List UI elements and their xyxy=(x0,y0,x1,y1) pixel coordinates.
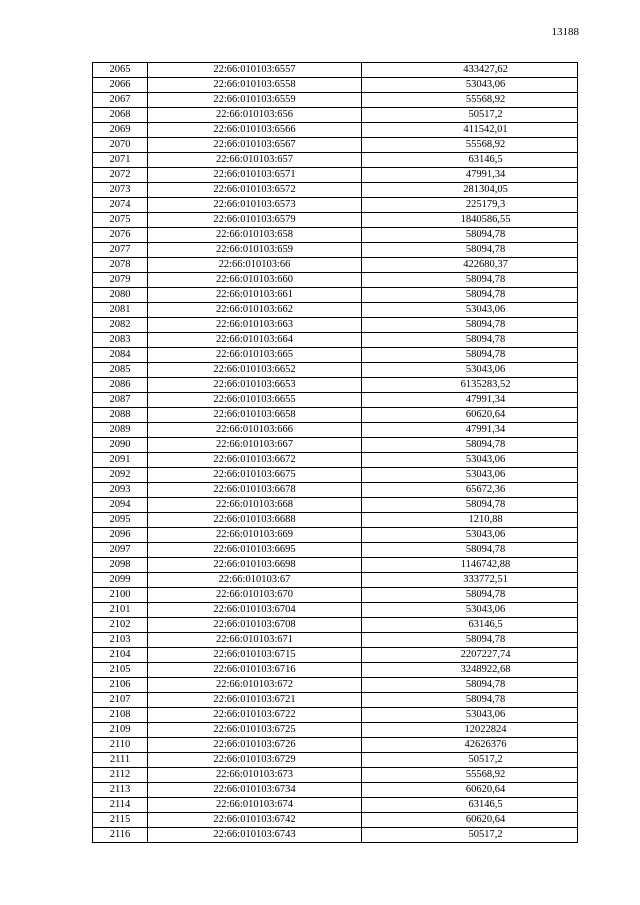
value-cell: 50517,2 xyxy=(362,828,578,843)
table-row xyxy=(93,558,578,573)
cadastral-number-cell: 22:66:010103:6579 xyxy=(148,213,362,228)
value-cell: 65672,36 xyxy=(362,483,578,498)
row-number-cell: 2106 xyxy=(93,678,148,693)
table-row xyxy=(93,513,578,528)
table-row xyxy=(93,498,578,513)
row-number-cell: 2081 xyxy=(93,303,148,318)
table-row xyxy=(93,783,578,798)
value-cell: 58094,78 xyxy=(362,333,578,348)
row-number-cell: 2084 xyxy=(93,348,148,363)
cadastral-number-cell: 22:66:010103:6571 xyxy=(148,168,362,183)
row-number-cell: 2088 xyxy=(93,408,148,423)
row-number-cell: 2099 xyxy=(93,573,148,588)
row-number-cell: 2082 xyxy=(93,318,148,333)
value-cell: 50517,2 xyxy=(362,753,578,768)
row-number-cell: 2102 xyxy=(93,618,148,633)
table-row xyxy=(93,243,578,258)
table-row xyxy=(93,588,578,603)
cadastral-number-cell: 22:66:010103:6742 xyxy=(148,813,362,828)
table-row xyxy=(93,78,578,93)
value-cell: 47991,34 xyxy=(362,423,578,438)
cadastral-number-cell: 22:66:010103:6729 xyxy=(148,753,362,768)
row-number-cell: 2093 xyxy=(93,483,148,498)
table-row xyxy=(93,633,578,648)
value-cell: 53043,06 xyxy=(362,468,578,483)
row-number-cell: 2097 xyxy=(93,543,148,558)
value-cell: 55568,92 xyxy=(362,138,578,153)
row-number-cell: 2083 xyxy=(93,333,148,348)
cadastral-number-cell: 22:66:010103:6573 xyxy=(148,198,362,213)
value-cell: 58094,78 xyxy=(362,228,578,243)
table-row xyxy=(93,108,578,123)
value-cell: 422680,37 xyxy=(362,258,578,273)
cadastral-number-cell: 22:66:010103:665 xyxy=(148,348,362,363)
row-number-cell: 2115 xyxy=(93,813,148,828)
row-number-cell: 2091 xyxy=(93,453,148,468)
cadastral-number-cell: 22:66:010103:669 xyxy=(148,528,362,543)
cadastral-number-cell: 22:66:010103:6558 xyxy=(148,78,362,93)
row-number-cell: 2114 xyxy=(93,798,148,813)
row-number-cell: 2066 xyxy=(93,78,148,93)
table-row xyxy=(93,528,578,543)
cadastral-number-cell: 22:66:010103:657 xyxy=(148,153,362,168)
value-cell: 2207227,74 xyxy=(362,648,578,663)
table-row xyxy=(93,738,578,753)
value-cell: 55568,92 xyxy=(362,93,578,108)
row-number-cell: 2111 xyxy=(93,753,148,768)
row-number-cell: 2108 xyxy=(93,708,148,723)
row-number-cell: 2074 xyxy=(93,198,148,213)
value-cell: 3248922,68 xyxy=(362,663,578,678)
table-row xyxy=(93,393,578,408)
cadastral-number-cell: 22:66:010103:663 xyxy=(148,318,362,333)
cadastral-number-cell: 22:66:010103:673 xyxy=(148,768,362,783)
value-cell: 411542,01 xyxy=(362,123,578,138)
cadastral-number-cell: 22:66:010103:664 xyxy=(148,333,362,348)
cadastral-number-cell: 22:66:010103:6725 xyxy=(148,723,362,738)
table-row xyxy=(93,753,578,768)
row-number-cell: 2075 xyxy=(93,213,148,228)
table-row xyxy=(93,618,578,633)
row-number-cell: 2096 xyxy=(93,528,148,543)
table-row xyxy=(93,813,578,828)
value-cell: 58094,78 xyxy=(362,498,578,513)
value-cell: 58094,78 xyxy=(362,318,578,333)
table-row xyxy=(93,828,578,843)
value-cell: 58094,78 xyxy=(362,273,578,288)
table-row xyxy=(93,153,578,168)
row-number-cell: 2098 xyxy=(93,558,148,573)
value-cell: 55568,92 xyxy=(362,768,578,783)
cadastral-number-cell: 22:66:010103:6704 xyxy=(148,603,362,618)
row-number-cell: 2085 xyxy=(93,363,148,378)
cadastral-number-cell: 22:66:010103:668 xyxy=(148,498,362,513)
cadastral-value-table xyxy=(92,62,578,843)
table-row xyxy=(93,273,578,288)
cadastral-number-cell: 22:66:010103:6743 xyxy=(148,828,362,843)
table-row xyxy=(93,603,578,618)
value-cell: 433427,62 xyxy=(362,63,578,78)
row-number-cell: 2100 xyxy=(93,588,148,603)
value-cell: 63146,5 xyxy=(362,153,578,168)
row-number-cell: 2072 xyxy=(93,168,148,183)
table-row xyxy=(93,408,578,423)
cadastral-number-cell: 22:66:010103:6734 xyxy=(148,783,362,798)
row-number-cell: 2104 xyxy=(93,648,148,663)
cadastral-number-cell: 22:66:010103:672 xyxy=(148,678,362,693)
cadastral-number-cell: 22:66:010103:6698 xyxy=(148,558,362,573)
value-cell: 53043,06 xyxy=(362,528,578,543)
value-cell: 60620,64 xyxy=(362,813,578,828)
row-number-cell: 2067 xyxy=(93,93,148,108)
cadastral-number-cell: 22:66:010103:667 xyxy=(148,438,362,453)
table-row xyxy=(93,768,578,783)
cadastral-number-cell: 22:66:010103:6678 xyxy=(148,483,362,498)
value-cell: 53043,06 xyxy=(362,303,578,318)
table-row xyxy=(93,303,578,318)
row-number-cell: 2090 xyxy=(93,438,148,453)
value-cell: 58094,78 xyxy=(362,543,578,558)
value-cell: 58094,78 xyxy=(362,438,578,453)
row-number-cell: 2076 xyxy=(93,228,148,243)
value-cell: 1840586,55 xyxy=(362,213,578,228)
row-number-cell: 2068 xyxy=(93,108,148,123)
cadastral-number-cell: 22:66:010103:6658 xyxy=(148,408,362,423)
row-number-cell: 2073 xyxy=(93,183,148,198)
row-number-cell: 2094 xyxy=(93,498,148,513)
table-row xyxy=(93,198,578,213)
table-row xyxy=(93,63,578,78)
table-row xyxy=(93,93,578,108)
row-number-cell: 2086 xyxy=(93,378,148,393)
value-cell: 58094,78 xyxy=(362,288,578,303)
row-number-cell: 2071 xyxy=(93,153,148,168)
cadastral-number-cell: 22:66:010103:6566 xyxy=(148,123,362,138)
value-cell: 1210,88 xyxy=(362,513,578,528)
value-cell: 63146,5 xyxy=(362,618,578,633)
table-row xyxy=(93,168,578,183)
row-number-cell: 2113 xyxy=(93,783,148,798)
row-number-cell: 2103 xyxy=(93,633,148,648)
cadastral-number-cell: 22:66:010103:6715 xyxy=(148,648,362,663)
cadastral-number-cell: 22:66:010103:6557 xyxy=(148,63,362,78)
table-row xyxy=(93,123,578,138)
row-number-cell: 2070 xyxy=(93,138,148,153)
cadastral-number-cell: 22:66:010103:6688 xyxy=(148,513,362,528)
row-number-cell: 2116 xyxy=(93,828,148,843)
row-number-cell: 2069 xyxy=(93,123,148,138)
cadastral-number-cell: 22:66:010103:6672 xyxy=(148,453,362,468)
row-number-cell: 2092 xyxy=(93,468,148,483)
table-row xyxy=(93,183,578,198)
cadastral-number-cell: 22:66:010103:6572 xyxy=(148,183,362,198)
table-row xyxy=(93,708,578,723)
value-cell: 53043,06 xyxy=(362,603,578,618)
cadastral-number-cell: 22:66:010103:6721 xyxy=(148,693,362,708)
table-row xyxy=(93,798,578,813)
table-row xyxy=(93,453,578,468)
cadastral-number-cell: 22:66:010103:66 xyxy=(148,258,362,273)
cadastral-number-cell: 22:66:010103:674 xyxy=(148,798,362,813)
table-row xyxy=(93,318,578,333)
value-cell: 333772,51 xyxy=(362,573,578,588)
table-row xyxy=(93,648,578,663)
table-row xyxy=(93,333,578,348)
value-cell: 1146742,88 xyxy=(362,558,578,573)
row-number-cell: 2110 xyxy=(93,738,148,753)
row-number-cell: 2101 xyxy=(93,603,148,618)
cadastral-number-cell: 22:66:010103:6708 xyxy=(148,618,362,633)
value-cell: 58094,78 xyxy=(362,633,578,648)
row-number-cell: 2077 xyxy=(93,243,148,258)
cadastral-number-cell: 22:66:010103:666 xyxy=(148,423,362,438)
value-cell: 60620,64 xyxy=(362,408,578,423)
value-cell: 58094,78 xyxy=(362,243,578,258)
table-row xyxy=(93,348,578,363)
row-number-cell: 2089 xyxy=(93,423,148,438)
table-row xyxy=(93,258,578,273)
table-row xyxy=(93,483,578,498)
row-number-cell: 2109 xyxy=(93,723,148,738)
table-row xyxy=(93,678,578,693)
value-cell: 42626376 xyxy=(362,738,578,753)
cadastral-number-cell: 22:66:010103:662 xyxy=(148,303,362,318)
value-cell: 53043,06 xyxy=(362,708,578,723)
table-row xyxy=(93,693,578,708)
table-row xyxy=(93,378,578,393)
row-number-cell: 2080 xyxy=(93,288,148,303)
cadastral-number-cell: 22:66:010103:6726 xyxy=(148,738,362,753)
table-row xyxy=(93,543,578,558)
cadastral-number-cell: 22:66:010103:67 xyxy=(148,573,362,588)
cadastral-number-cell: 22:66:010103:656 xyxy=(148,108,362,123)
table-row xyxy=(93,363,578,378)
value-cell: 53043,06 xyxy=(362,453,578,468)
table-row xyxy=(93,213,578,228)
row-number-cell: 2065 xyxy=(93,63,148,78)
value-cell: 53043,06 xyxy=(362,363,578,378)
value-cell: 50517,2 xyxy=(362,108,578,123)
cadastral-number-cell: 22:66:010103:658 xyxy=(148,228,362,243)
cadastral-number-cell: 22:66:010103:6655 xyxy=(148,393,362,408)
value-cell: 47991,34 xyxy=(362,168,578,183)
table-row xyxy=(93,663,578,678)
value-cell: 6135283,52 xyxy=(362,378,578,393)
cadastral-number-cell: 22:66:010103:661 xyxy=(148,288,362,303)
row-number-cell: 2105 xyxy=(93,663,148,678)
value-cell: 58094,78 xyxy=(362,588,578,603)
table-row xyxy=(93,423,578,438)
value-cell: 53043,06 xyxy=(362,78,578,93)
table-row xyxy=(93,723,578,738)
table-row xyxy=(93,138,578,153)
table-row xyxy=(93,288,578,303)
value-cell: 47991,34 xyxy=(362,393,578,408)
value-cell: 225179,3 xyxy=(362,198,578,213)
value-cell: 58094,78 xyxy=(362,678,578,693)
row-number-cell: 2087 xyxy=(93,393,148,408)
row-number-cell: 2079 xyxy=(93,273,148,288)
table-row xyxy=(93,468,578,483)
table-body xyxy=(93,63,578,843)
cadastral-number-cell: 22:66:010103:6675 xyxy=(148,468,362,483)
value-cell: 60620,64 xyxy=(362,783,578,798)
table-row xyxy=(93,573,578,588)
cadastral-number-cell: 22:66:010103:6567 xyxy=(148,138,362,153)
cadastral-number-cell: 22:66:010103:659 xyxy=(148,243,362,258)
cadastral-number-cell: 22:66:010103:671 xyxy=(148,633,362,648)
value-cell: 58094,78 xyxy=(362,348,578,363)
cadastral-number-cell: 22:66:010103:6652 xyxy=(148,363,362,378)
cadastral-number-cell: 22:66:010103:6716 xyxy=(148,663,362,678)
row-number-cell: 2095 xyxy=(93,513,148,528)
cadastral-number-cell: 22:66:010103:6559 xyxy=(148,93,362,108)
cadastral-number-cell: 22:66:010103:6722 xyxy=(148,708,362,723)
value-cell: 63146,5 xyxy=(362,798,578,813)
table-row xyxy=(93,228,578,243)
row-number-cell: 2112 xyxy=(93,768,148,783)
cadastral-number-cell: 22:66:010103:670 xyxy=(148,588,362,603)
row-number-cell: 2107 xyxy=(93,693,148,708)
value-cell: 281304,05 xyxy=(362,183,578,198)
value-cell: 58094,78 xyxy=(362,693,578,708)
table-row xyxy=(93,438,578,453)
value-cell: 12022824 xyxy=(362,723,578,738)
row-number-cell: 2078 xyxy=(93,258,148,273)
cadastral-number-cell: 22:66:010103:6695 xyxy=(148,543,362,558)
cadastral-number-cell: 22:66:010103:660 xyxy=(148,273,362,288)
page-number: 13188 xyxy=(551,26,579,38)
cadastral-number-cell: 22:66:010103:6653 xyxy=(148,378,362,393)
